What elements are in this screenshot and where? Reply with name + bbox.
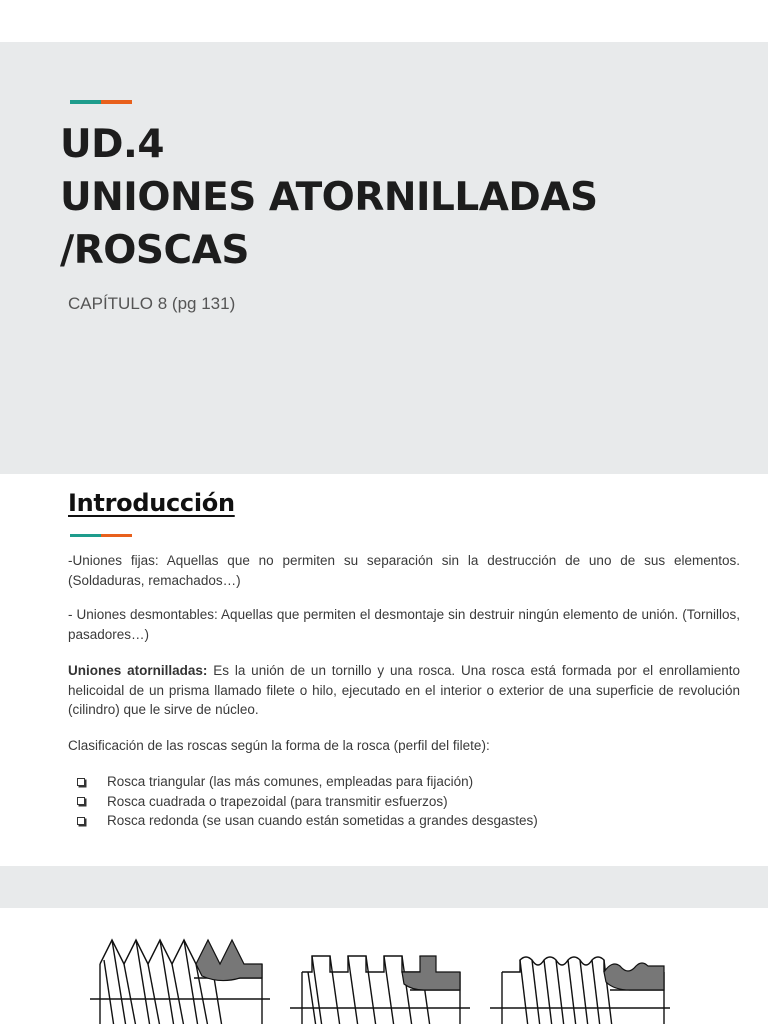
- slide-title: [60, 118, 740, 277]
- triangular-thread-drawing: [90, 932, 270, 1024]
- bolted-joints-label: Uniones atornilladas:: [68, 663, 208, 678]
- list-item-text: Rosca triangular (las más comunes, empleadas para fijación): [107, 774, 474, 789]
- slide-separator: [0, 866, 768, 908]
- page-top-margin: [0, 0, 768, 42]
- title-line: /ROSCAS: [60, 228, 249, 273]
- heading-accent-bar: [70, 534, 132, 537]
- list-item: [76, 792, 538, 812]
- title-line: UNIONES ATORNILLADAS: [60, 175, 598, 220]
- list-item-text: Rosca redonda (se usan cuando están sometidas a grandes desgastes): [107, 813, 538, 828]
- slide-subtitle: CAPÍTULO 8 (pg 131): [68, 294, 236, 313]
- classification-paragraph: Clasificación de las roscas según la forma de la rosca (perfil del filete):: [68, 738, 490, 753]
- list-item: [76, 811, 538, 831]
- intro-slide: [0, 474, 768, 866]
- round-thread-drawing: [490, 932, 670, 1024]
- checkbox-bullet-icon: [77, 778, 85, 786]
- removable-joints-paragraph: - Uniones desmontables: Aquellas que permiten el desmontaje sin destruir ningún elemento de unión. (Tornillos, pasadores…): [68, 607, 740, 642]
- thread-types-list: [76, 772, 538, 831]
- list-item: [76, 772, 538, 792]
- title-line: UD.4: [60, 122, 164, 167]
- accent-orange: [101, 100, 132, 104]
- bolted-joints-text: Es la unión de un tornillo y una rosca. Una rosca está formada por el enrollamiento helicoidal de un prisma llamado filete o hilo, ejecutado en el interior o exterior de una superficie de revolución (cilindro) que le sirve de núcleo.: [68, 663, 740, 717]
- square-thread-drawing: [290, 932, 470, 1024]
- accent-teal: [70, 100, 101, 104]
- accent-teal: [70, 534, 101, 537]
- checkbox-bullet-icon: [77, 797, 85, 805]
- section-heading: Introducción: [68, 489, 235, 517]
- figures-slide: [0, 908, 768, 1024]
- title-accent-bar: [70, 100, 132, 104]
- fixed-joints-paragraph: -Uniones fijas: Aquellas que no permiten su separación sin la destrucción de uno de sus elementos. (Soldaduras, remachados…): [68, 553, 740, 588]
- title-slide: [0, 42, 768, 474]
- accent-orange: [101, 534, 132, 537]
- list-item-text: Rosca cuadrada o trapezoidal (para transmitir esfuerzos): [107, 793, 448, 809]
- checkbox-bullet-icon: [77, 817, 85, 825]
- bolted-joints-paragraph: [68, 661, 740, 720]
